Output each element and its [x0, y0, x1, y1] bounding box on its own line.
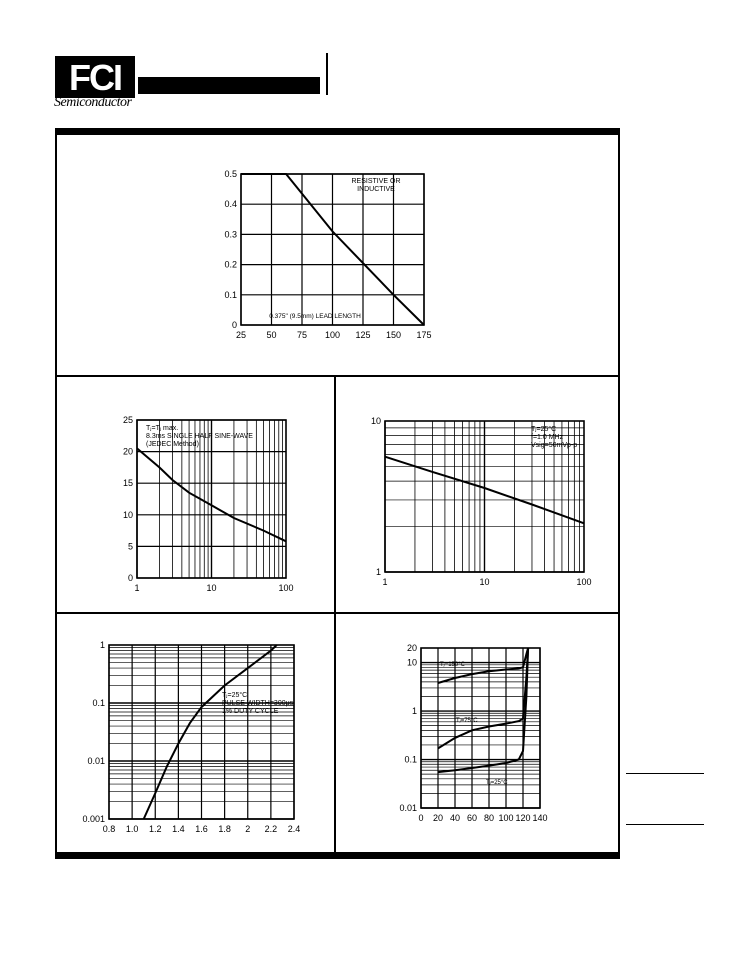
x-tick-label: 1.2 [148, 824, 162, 834]
chart-annotation: Tⱼ=25°C [222, 692, 248, 699]
x-tick-label: 100 [278, 583, 294, 593]
chart-annotation: 1% DUTY CYCLE [222, 708, 279, 715]
x-tick-label: 60 [466, 813, 478, 823]
x-tick-label: 2.4 [287, 824, 301, 834]
y-tick-label: 10 [370, 416, 381, 426]
x-tick-label: 2 [245, 824, 251, 834]
chart-annotation: Tⱼ=75°C [456, 718, 478, 724]
x-tick-label: 20 [432, 813, 444, 823]
chart-annotation: 0.375" (9.5mm) LEAD LENGTH [269, 313, 361, 320]
chart-annotation: Tⱼ=25°C [486, 780, 508, 786]
x-tick-label: 10 [206, 583, 217, 593]
y-tick-label: 1 [411, 706, 417, 717]
x-tick-label: 2.2 [264, 824, 278, 834]
x-tick-label: 125 [355, 330, 371, 340]
y-tick-label: 0 [127, 573, 133, 583]
chart-annotation: f=1.0 MHz [531, 434, 564, 441]
y-tick-label: 1 [375, 567, 381, 577]
x-tick-label: 1.4 [172, 824, 185, 834]
chart-annotation: INDUCTIVE [357, 186, 395, 193]
x-tick-label: 40 [449, 813, 461, 823]
y-tick-label: 10 [122, 509, 133, 520]
x-tick-label: 0 [418, 813, 424, 823]
x-tick-label: 100 [324, 330, 341, 340]
x-tick-label: 120 [515, 813, 531, 823]
y-tick-label: 0.01 [399, 803, 417, 813]
chart-4 [399, 643, 547, 823]
x-tick-label: 1.6 [195, 824, 208, 834]
y-tick-label: 10 [406, 657, 417, 668]
y-tick-label: 0.2 [224, 259, 237, 270]
y-tick-label: 0.01 [87, 756, 105, 766]
series-line-0 [144, 645, 277, 819]
chart-annotation: 8.3ms SINGLE HALF SINE-WAVE [146, 433, 253, 440]
y-tick-label: 20 [406, 643, 417, 653]
chart-annotation: RESISTIVE OR [351, 178, 401, 185]
x-tick-label: 100 [498, 813, 514, 823]
x-tick-label: 50 [266, 330, 277, 340]
x-tick-label: 10 [479, 577, 490, 587]
x-tick-label: 75 [296, 330, 308, 340]
y-tick-label: 20 [122, 446, 133, 457]
y-tick-label: 15 [122, 478, 133, 489]
chart-annotation: PULSE WIDTH=300μs [222, 700, 294, 707]
x-tick-label: 175 [416, 330, 432, 340]
y-tick-label: 1 [99, 640, 105, 650]
gridlines [241, 174, 424, 325]
x-tick-label: 1 [382, 577, 388, 587]
y-tick-label: 0.001 [82, 814, 105, 824]
y-tick-label: 5 [127, 541, 133, 552]
y-tick-label: 0.1 [92, 698, 105, 708]
x-tick-label: 0.8 [102, 824, 116, 834]
x-tick-label: 80 [483, 813, 495, 823]
gridlines [109, 645, 294, 819]
chart-annotation: (JEDEC Method) [146, 441, 199, 448]
x-tick-label: 100 [576, 577, 592, 587]
chart-annotation: Tⱼ=150°C [440, 662, 465, 668]
x-tick-label: 140 [532, 813, 548, 823]
chart-annotation: Tⱼ=25°C [531, 426, 557, 433]
y-tick-label: 0.5 [224, 169, 237, 179]
y-tick-label: 0 [231, 320, 237, 330]
y-tick-label: 0.1 [404, 754, 417, 765]
x-tick-label: 1.0 [125, 824, 139, 834]
y-tick-label: 25 [122, 415, 133, 425]
y-tick-label: 0.3 [224, 229, 237, 240]
x-tick-label: 1 [134, 583, 140, 593]
chart-3 [82, 640, 300, 834]
y-tick-label: 0.1 [224, 289, 237, 300]
y-tick-label: 0.4 [224, 199, 237, 210]
chart-annotation: Vsig=50mVp-p [531, 442, 578, 449]
logo-letters: FCI [69, 57, 121, 98]
x-tick-label: 1.8 [218, 824, 231, 834]
x-tick-label: 150 [385, 330, 402, 340]
x-tick-label: 25 [235, 330, 247, 340]
logo-subtitle: Semiconductor [54, 95, 132, 110]
chart-annotation: Tⱼ=Tⱼ max. [146, 425, 179, 432]
